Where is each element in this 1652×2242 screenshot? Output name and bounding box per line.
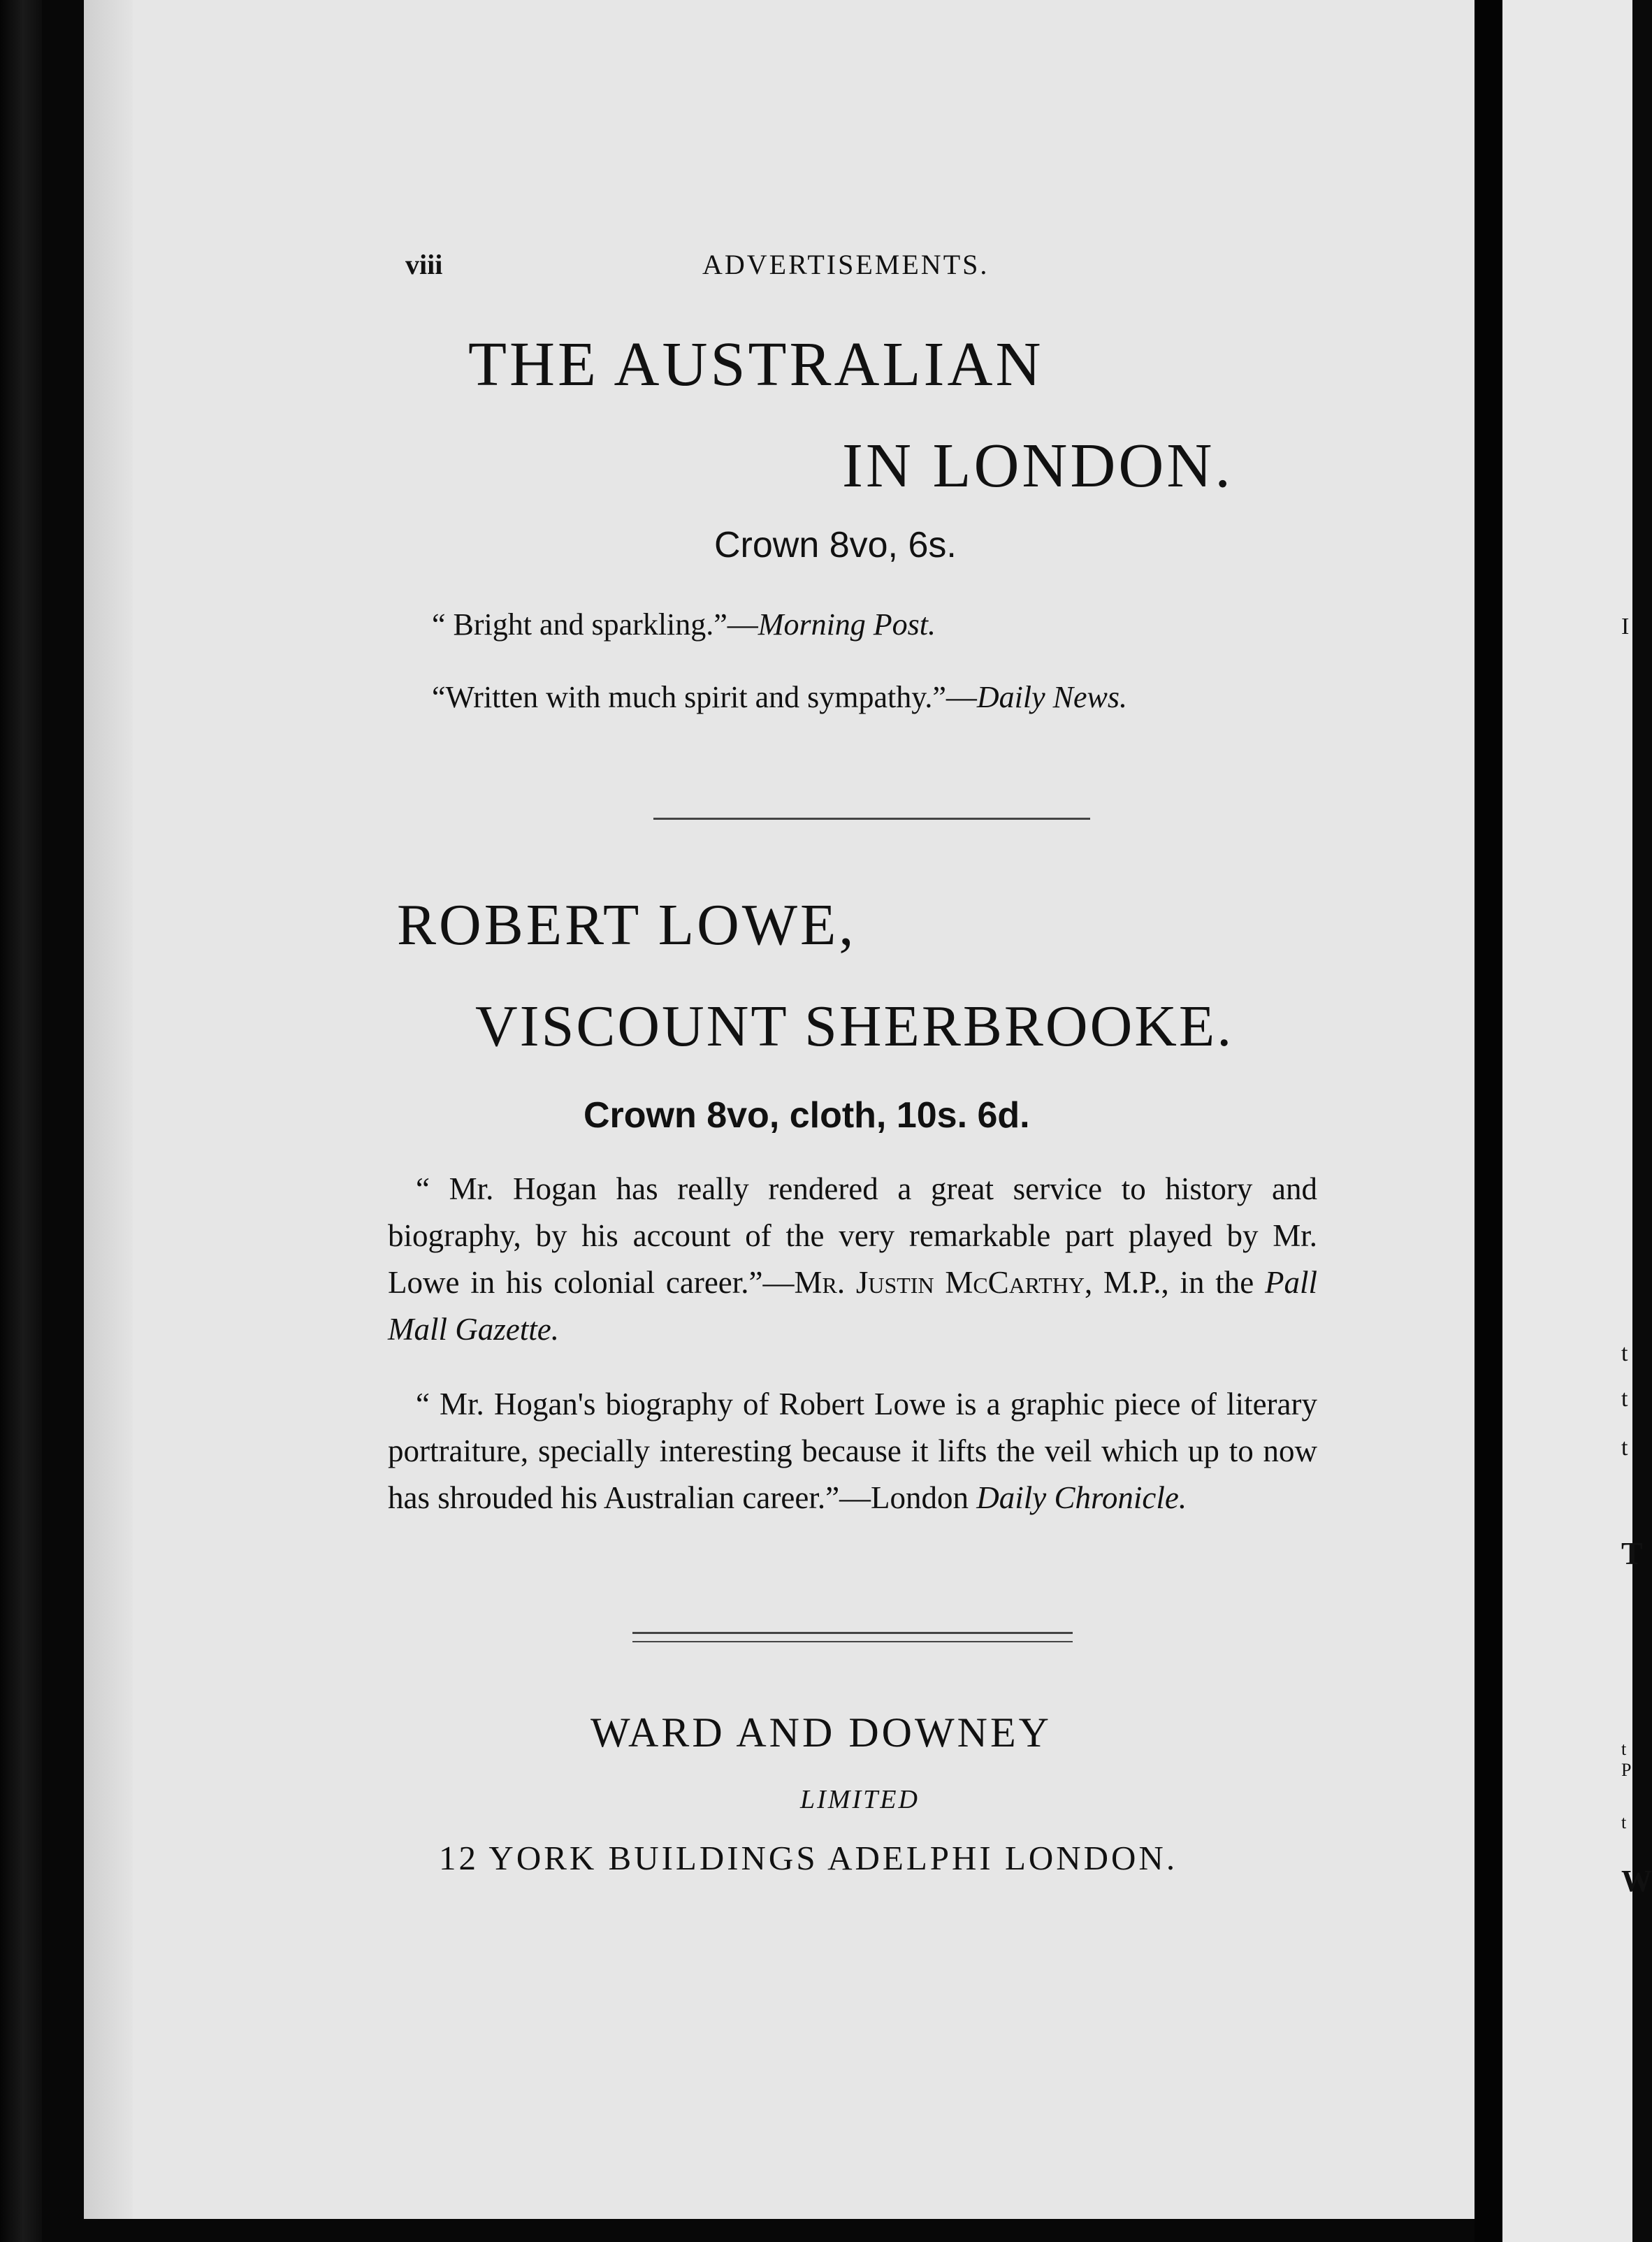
ad-australian-review <box>432 679 1127 715</box>
review-source: Daily News. <box>976 680 1127 714</box>
facing-page-fragment: t <box>1621 1812 1627 1832</box>
double-rule-bottom <box>632 1641 1073 1642</box>
review-source: Daily Chronicle. <box>976 1480 1187 1515</box>
review-text: “ Mr. Hogan's biography of Robert Lowe is a graphic piece of literary portraiture, specially interesting because it lifts the veil which up to now has shrouded his Australian career.”—London <box>388 1387 1317 1515</box>
facing-page-fragment: t <box>1621 1340 1628 1366</box>
running-head <box>405 248 1048 290</box>
page-fold-shadow <box>84 0 133 2219</box>
facing-page-fragment: t <box>1621 1435 1628 1461</box>
facing-page-fragment: t <box>1621 1386 1628 1412</box>
book-gutter <box>1475 0 1502 2242</box>
review-source: Pall Mall Gazette. <box>388 1265 1317 1347</box>
page-number: viii <box>405 249 443 280</box>
double-rule-top <box>632 1632 1073 1634</box>
ad-australian-review <box>432 607 936 642</box>
review-connector: , in the <box>1161 1265 1265 1300</box>
ad-lowe-review-chronicle <box>388 1381 1317 1521</box>
facing-page-edge <box>1502 0 1652 2242</box>
ad-australian-title-line-1: THE AUSTRALIAN <box>468 330 1044 399</box>
publisher-limited: LIMITED <box>800 1785 920 1814</box>
book-edge <box>0 0 42 2242</box>
section-divider <box>653 818 1090 820</box>
ad-lowe-format-price: Crown 8vo, cloth, 10s. 6d. <box>584 1095 1030 1136</box>
ad-lowe-review-mccarthy <box>388 1166 1317 1353</box>
review-author: Mr. Justin McCarthy, M.P. <box>794 1265 1161 1300</box>
facing-page-fragment: t <box>1621 1739 1627 1759</box>
publisher-name: WARD AND DOWNEY <box>590 1709 1052 1756</box>
review-quote: “Written with much spirit and sympathy.”— <box>432 680 977 714</box>
facing-page-fragment: W <box>1621 1864 1652 1898</box>
review-quote: “ Bright and sparkling.”— <box>432 607 758 642</box>
facing-page-fragment: T <box>1621 1535 1643 1571</box>
ad-lowe-title-line-1: ROBERT LOWE, <box>397 892 857 957</box>
ad-lowe-title-line-2: VISCOUNT SHERBROOKE. <box>475 994 1234 1059</box>
review-text: “ Mr. Hogan has really rendered a great service to history and biography, by his account of the very remarkable part played by Mr. Lowe in his colonial career.”— <box>388 1171 1317 1300</box>
publisher-address: 12 YORK BUILDINGS ADELPHI LONDON. <box>439 1839 1178 1877</box>
ad-australian-title-line-2: IN LONDON. <box>842 431 1233 500</box>
ad-australian-format-price: Crown 8vo, 6s. <box>714 525 957 565</box>
running-title: ADVERTISEMENTS. <box>702 249 990 280</box>
review-source: Morning Post. <box>758 607 936 642</box>
facing-page-fragment: P <box>1621 1760 1632 1780</box>
facing-page-fragment: I <box>1621 614 1630 639</box>
